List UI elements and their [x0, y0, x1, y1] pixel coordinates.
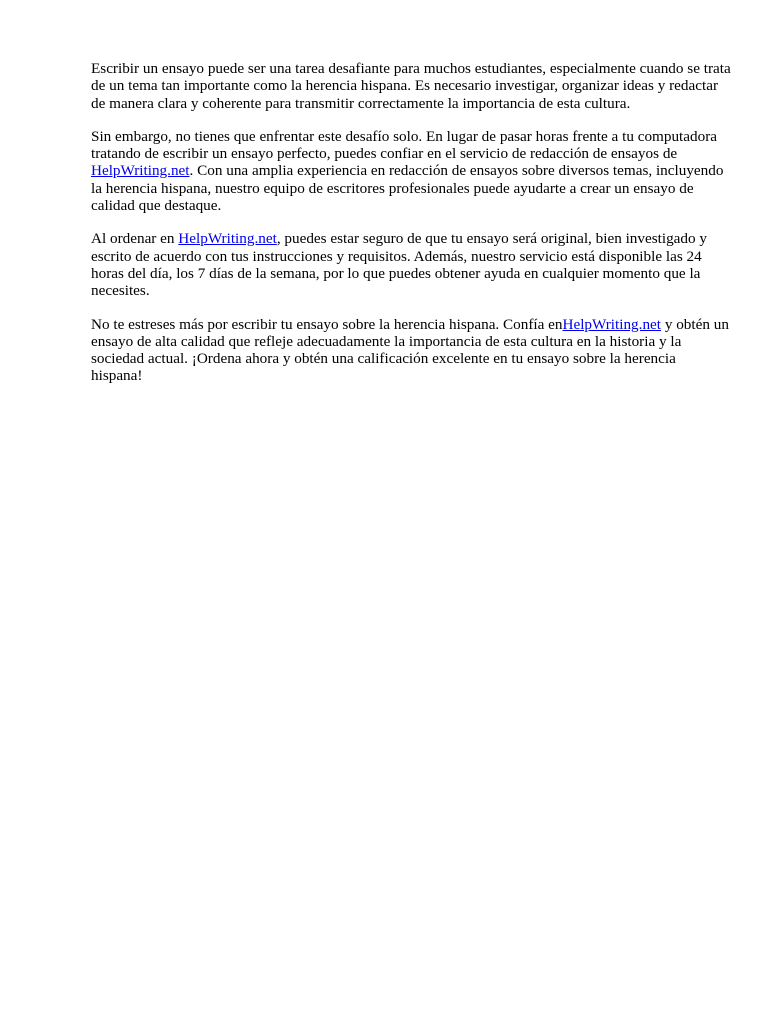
paragraph-text: , puedes estar seguro de que tu ensayo será original, bien investigado y escrito de acuerdo con tus instrucciones y requisitos. Además, nuestro servicio está disponible las 24 horas del día, los 7 días de la semana, por lo que puedes obtener ayuda en cualquier momento que la necesites.: [91, 230, 708, 300]
paragraph-text: No te estreses más por escribir tu ensayo sobre la herencia hispana. Confía en: [91, 315, 563, 333]
paragraph-text: y obtén un ensayo de alta calidad que refleje adecuadamente la importancia de esta cultura en la historia y la sociedad actual. ¡Ordena ahora y obtén una calificación excelente en tu ensayo sobre la herencia hispana!: [91, 315, 729, 385]
paragraph-text: Al ordenar en: [91, 230, 179, 248]
paragraph-text: Sin embargo, no tienes que enfrentar este desafío solo. En lugar de pasar horas frente a tu computadora tratando de escribir un ensayo perfecto, puedes confiar en el servicio de redacción de ensayos de: [91, 127, 717, 163]
paragraph-text: . Con una amplia experiencia en redacción de ensayos sobre diversos temas, incluyendo la herencia hispana, nuestro equipo de escritores profesionales puede ayudarte a crear un ensayo de calidad que destaque.: [91, 162, 724, 215]
paragraph-intro: [91, 60, 731, 112]
paragraph-ordering: [91, 230, 731, 299]
helpwriting-link[interactable]: HelpWriting.net: [178, 230, 277, 248]
paragraph-closing: [91, 316, 731, 385]
helpwriting-link[interactable]: HelpWriting.net: [91, 162, 190, 180]
helpwriting-link[interactable]: HelpWriting.net: [562, 315, 662, 333]
document-page: [91, 60, 731, 401]
paragraph-text: Escribir un ensayo puede ser una tarea desafiante para muchos estudiantes, especialmente cuando se trata de un tema tan importante como la herencia hispana. Es necesario investigar, organizar ideas y redactar de manera clara y coherente para transmitir correctamente la importancia de esta cultura.: [91, 60, 731, 112]
paragraph-service: [91, 128, 731, 214]
